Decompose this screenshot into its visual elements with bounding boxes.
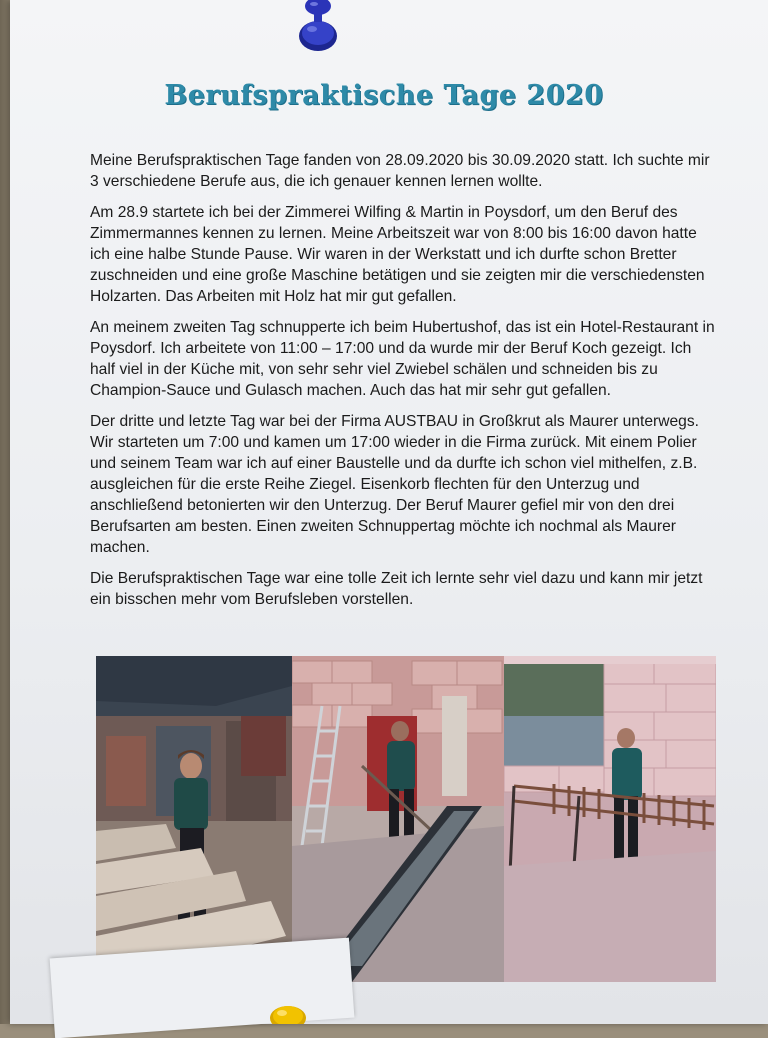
page-title: Berufspraktische Tage 2020 xyxy=(164,80,604,111)
paragraph-intro: Meine Berufspraktischen Tage fanden von 28.09.2020 bis 30.09.2020 statt. Ich suchte mir 3 verschiedene Berufe aus, die ich genauer kennen lernen wollte. xyxy=(90,152,710,190)
photo-strip xyxy=(96,656,716,982)
paragraph-day-three: Der dritte und letzte Tag war bei der Firma AUSTBAU in Großkrut als Maurer unterwegs. Wir starteten um 7:00 und kamen um 17:00 wieder in die Firma zurück. Mit einem Polier und seinem Team war ich auf einer Baustelle und da durfte ich schon viel mithelfen, z.B. ausgleichen für die erste Reihe Ziegel. Eisenkorb flechten für den Unterzug und anschließend betonierten wir den Unterzug. Der Beruf Maurer gefiel mir von den drei Berufsarten am besten. Einen zweiten Schnuppertag möchte ich nochmal als Maurer machen. xyxy=(90,413,699,556)
blue-pushpin-icon xyxy=(294,0,342,52)
concrete-trench-photo xyxy=(292,656,504,982)
paragraph-day-one: Am 28.9 startete ich bei der Zimmerei Wilfing & Martin in Poysdorf, um den Beruf des Zimmermannes kennen zu lernen. Meine Arbeitszeit war von 8:00 bis 16:00 davon hatte ich eine halbe Stunde Pause. Wir waren in der Werkstatt und ich durfte schon Bretter zuschneiden und eine große Maschine betätigen und sie zeigten mir die verschiedensten Holzarten. Das Arbeiten mit Holz hat mir gut gefallen. xyxy=(90,204,705,305)
article-body xyxy=(90,150,720,620)
paragraph-conclusion: Die Berufspraktischen Tage war eine tolle Zeit ich lernte sehr viel dazu und kann mir jetzt ein bisschen mehr vom Berufsleben vorstellen. xyxy=(90,570,703,608)
rebar-cage-photo xyxy=(504,656,716,982)
paragraph-day-two: An meinem zweiten Tag schnupperte ich beim Hubertushof, das ist ein Hotel-Restaurant in Poysdorf. Ich arbeitete von 11:00 – 17:00 und da wurde mir der Beruf Koch gezeigt. Ich half viel in der Küche mit, von sehr sehr viel Zwiebel schälen und schneiden bis zu Champion-Sauce und Gulasch machen. Auch das hat mir sehr gut gefallen. xyxy=(90,319,715,399)
workshop-photo xyxy=(96,656,292,982)
yellow-pushpin-icon xyxy=(266,1002,310,1024)
